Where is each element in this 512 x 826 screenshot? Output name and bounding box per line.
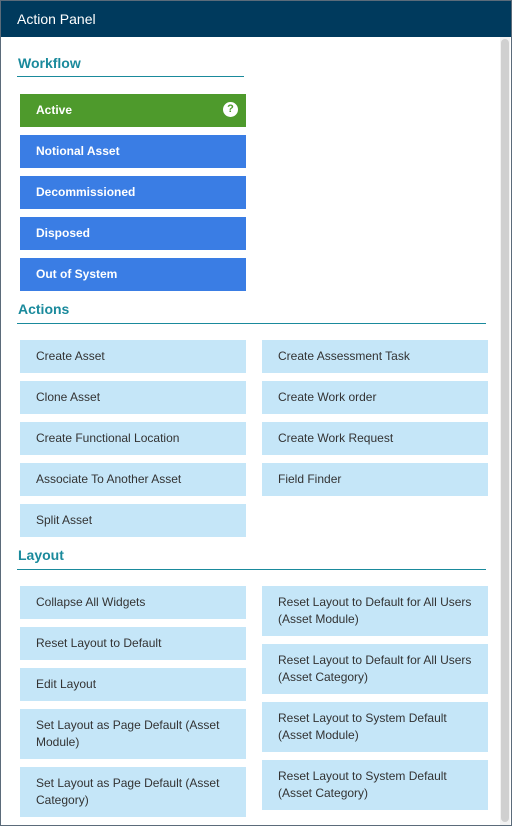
- workflow-divider: [17, 76, 244, 77]
- create-functional-location-button[interactable]: Create Functional Location: [20, 422, 246, 455]
- layout-divider: [17, 569, 486, 570]
- workflow-state-decommissioned[interactable]: Decommissioned: [20, 176, 246, 209]
- workflow-state-active[interactable]: [20, 94, 246, 127]
- layout-section-title: Layout: [18, 547, 64, 563]
- workflow-state-label: Active: [36, 103, 73, 117]
- workflow-state-disposed[interactable]: Disposed: [20, 217, 246, 250]
- vertical-scrollbar[interactable]: [500, 37, 510, 825]
- help-icon[interactable]: ?: [223, 102, 238, 117]
- workflow-state-notional-asset[interactable]: Notional Asset: [20, 135, 246, 168]
- create-work-request-button[interactable]: Create Work Request: [262, 422, 488, 455]
- set-layout-page-default-category-button[interactable]: Set Layout as Page Default (Asset Category): [20, 767, 246, 817]
- reset-layout-system-default-module-button[interactable]: Reset Layout to System Default (Asset Module): [262, 702, 488, 752]
- associate-to-another-asset-button[interactable]: Associate To Another Asset: [20, 463, 246, 496]
- create-assessment-task-button[interactable]: Create Assessment Task: [262, 340, 488, 373]
- collapse-all-widgets-button[interactable]: Collapse All Widgets: [20, 586, 246, 619]
- create-work-order-button[interactable]: Create Work order: [262, 381, 488, 414]
- workflow-state-out-of-system[interactable]: Out of System: [20, 258, 246, 291]
- edit-layout-button[interactable]: Edit Layout: [20, 668, 246, 701]
- reset-layout-all-users-category-button[interactable]: Reset Layout to Default for All Users (Asset Category): [262, 644, 488, 694]
- workflow-section-title: Workflow: [18, 55, 81, 71]
- set-layout-page-default-module-button[interactable]: Set Layout as Page Default (Asset Module): [20, 709, 246, 759]
- reset-layout-system-default-category-button[interactable]: Reset Layout to System Default (Asset Category): [262, 760, 488, 810]
- field-finder-button[interactable]: Field Finder: [262, 463, 488, 496]
- reset-layout-to-default-button[interactable]: Reset Layout to Default: [20, 627, 246, 660]
- panel-title: Action Panel: [1, 1, 511, 37]
- actions-section-title: Actions: [18, 301, 70, 317]
- create-asset-button[interactable]: Create Asset: [20, 340, 246, 373]
- reset-layout-all-users-module-button[interactable]: Reset Layout to Default for All Users (Asset Module): [262, 586, 488, 636]
- split-asset-button[interactable]: Split Asset: [20, 504, 246, 537]
- clone-asset-button[interactable]: Clone Asset: [20, 381, 246, 414]
- actions-divider: [17, 323, 486, 324]
- scrollbar-thumb[interactable]: [501, 39, 509, 822]
